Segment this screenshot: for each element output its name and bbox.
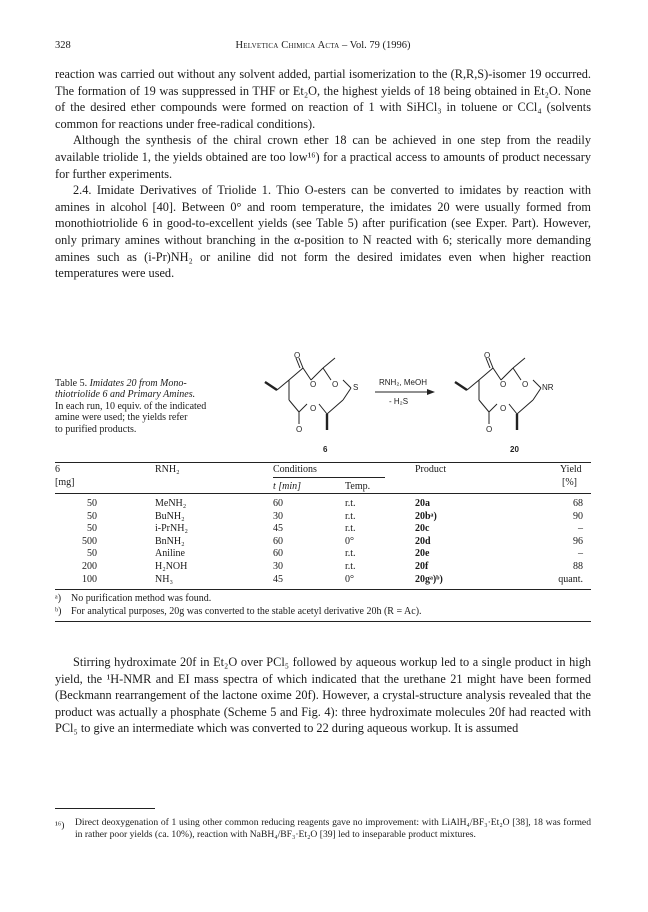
cell-amine: H₂NOH [155,561,188,572]
cell-yield: 68 [573,498,583,509]
cell-t: 60 [273,548,283,560]
cell-product: 20d [415,535,431,547]
cell-temp: r.t. [345,548,356,560]
reaction-arrow [375,389,435,395]
cell-temp: 0° [345,573,354,585]
cell-product: 20c [415,523,430,535]
journal-name: Helvetica Chimica Acta [235,40,340,51]
cell-product: 20bᵃ) [415,510,437,522]
table-header-figure [55,352,591,462]
label-o-ring-20b: O [522,380,529,389]
structure-20 [455,358,541,430]
label-o-bottom-6: O [296,425,303,434]
label-o-ring-20c: O [500,404,507,413]
cell-temp: r.t. [345,561,356,572]
cell-temp: r.t. [345,523,356,535]
cell-mg: 50 [87,510,97,522]
cell-amine: i-PrNH₂ [155,523,188,535]
footnote-16-text: Direct deoxygenation of 1 using other common reducing reagents gave no improvement: with LiAlH₄/BF₃·Et₂O [38], 18 was formed in rather poor yields (ca. 10%), reaction with NaBH₄/BF₃·Et₂O [39] led to inseparable product mixtures. [75,817,591,840]
conditions-subrule [273,477,385,478]
cell-yield: 88 [573,561,583,572]
cell-yield: – [578,548,583,560]
label-o-ring-6c: O [310,404,317,413]
reagent-label: RNH₂, MeOH [379,378,427,387]
footnote-16-mark: ¹⁶) [55,820,65,831]
cell-yield: 90 [573,510,583,522]
caption-line-4: amine were used; the yields refer [55,412,188,424]
cell-mg: 200 [82,561,97,572]
paragraph-4: Stirring hydroximate 20f in Et₂O over PCl₅ followed by aqueous workup led to a single product in high yield, the ¹H-NMR and EI mass spectra of which indicated that the urethane 21 might have been formed (Beckmann rearrangement of the lactone oxime 20f). However, a crystal-structure analysis revealed that the product was actually a phosphate (Scheme 5 and Fig. 4): three hydroximate molecules 20f had reacted with PCl₅ to give an intermediate which was converted to 22 during aqueous workup. It is assumed [55,655,591,736]
cell-t: 60 [273,535,283,547]
cell-yield: 96 [573,535,583,547]
cell-product: 20a [415,498,430,509]
paragraph-2: Although the synthesis of the chiral crown ether 18 can be achieved in one step from the readily available triolide 1, the yields obtained are too low¹⁶) for a practical access to amounts of product necessary for further experiments. [55,133,591,181]
cell-mg: 500 [82,535,97,547]
col-header-6-unit: [mg] [55,477,75,488]
cell-mg: 50 [87,523,97,535]
cell-product: 20gᵃ)ᵇ) [415,573,443,585]
col-header-yield-unit: [%] [562,477,577,488]
footnote-separator [55,808,155,809]
journal-title [55,40,591,51]
footnote-end-rule [55,621,591,622]
label-compound-6: 6 [323,445,328,454]
body-text-bottom [55,654,591,737]
cell-t: 60 [273,498,283,509]
cell-t: 45 [273,573,283,585]
page-number: 328 [55,40,71,51]
cell-t: 30 [273,510,283,522]
body-text-top [55,66,591,282]
journal-page: 328 Helvetica Chimica Acta – Vol. 79 (1996) reaction was carried out without any solvent added, partial isomerization to the (R,R,S)-isomer 19 occurred. The formation of 19 was suppressed in THF or Et₂O, the highest yields of 18 being obtained in Et₂O. None of the desired ether compounds were formed on reaction of 1 with SiHCl₃ in toluene or CCl₄ (solvents common for reactions under free-radical conditions). Although the synthesis of the chiral crown ether 18 can be achieved in one step from the readily available triolide 1, the yields obtained are too low¹⁶) for a practical access to amounts of product necessary for further experiments. 2.4. Imidate Derivatives of Triolide 1. Thio O-esters can be converted to imidates by reaction with amines in alcohol [40]. Between 0° and room temperature, the imidates 20 were usually formed from monothiotriolide 6 in good-to-excellent yields (see Table 5) after purification (see Exper. Part). However, only primary amines without branching in the α-position to N reacted with 6; sterically more demanding amines such as (i-Pr)NH₂ or aniline did not form the desired imidates even when higher reaction temperatures were used. Table 5. Imidates 20 from Mono- thiotriolide 6 and Primary Amines. In each run, 10 equiv. of the indicated amine were used; the yields refer to purified products. O O O O O S 6 RNH₂, MeOH - H₂S O O O O O NR 20 6 [mg] RNH₂ Conditions t [min] Temp. Product Yield [%] 50 MeNH₂ 60 r.t. 20a 68 50 BuNH₂ 30 r.t. 20bᵃ) 90 50 i-PrNH₂ 45 r.t. 20c – 500 BnNH₂ 60 0° 20d 96 50 Aniline 60 r.t. 20e – 200 H₂NOH 30 r.t. 20f 88 100 NH₃ 45 0° 20gᵃ)ᵇ) quant. ᵃ) No purification method was found. ᵇ) For analytical purposes, 20g was converted to the stable acetyl derivative 20h (R = Ac). Stirring hydroximate 20f in Et₂O over PCl₅ followed by aqueous workup led to a single product in high yield, the ¹H-NMR and EI mass spectra of which indicated that the urethane 21 might have been formed (Beckmann rearrangement of the lactone oxime 20f). However, a crystal-structure analysis revealed that the product was actually a phosphate (Scheme 5 and Fig. 4): three hydroximate molecules 20f had reacted with PCl₅ to give an intermediate which was converted to 22 during aqueous workup. It is assumed ¹⁶) Direct deoxygenation of 1 using other common reducing reagents gave no improvement: with LiAlH₄/BF₃·Et₂O [38], 18 was formed in rather poor yields (ca. 10%), reaction with NaBH₄/BF₃·Et₂O [39] led to inseparable product mixtures. [55,40,591,840]
byproduct-label: - H₂S [389,397,409,406]
caption-line-2: thiotriolide 6 and Primary Amines. [55,389,196,401]
cell-temp: 0° [345,535,354,547]
structure-6 [265,358,351,430]
cell-t: 45 [273,523,283,535]
reaction-scheme [55,352,591,462]
cell-amine: Aniline [155,548,185,560]
cell-amine: MeNH₂ [155,498,187,509]
label-o-bottom-20: O [486,425,493,434]
cell-t: 30 [273,561,283,572]
col-header-product: Product [415,464,447,475]
caption-line-1: Table 5. Imidates 20 from Mono- [55,378,187,389]
col-header-conditions: Conditions [273,464,317,475]
label-o-ring-6b: O [332,380,339,389]
table-bottom-rule [55,589,591,590]
label-o-ring-20a: O [500,380,507,389]
cell-amine: BuNH₂ [155,510,185,522]
caption-line-3: In each run, 10 equiv. of the indicated [55,400,207,412]
label-o-carbonyl-20: O [484,352,491,360]
table-header-rule [55,493,591,494]
cell-product: 20e [415,548,430,560]
col-header-amine: RNH₂ [155,464,180,475]
caption-line-5: to purified products. [55,423,137,435]
cell-yield: – [578,523,583,535]
label-nr: NR [542,383,554,392]
cell-amine: NH₃ [155,573,173,585]
label-o-carbonyl-6: O [294,352,301,360]
paragraph-3: 2.4. Imidate Derivatives of Triolide 1. Thio O-esters can be converted to imidates by reaction with amines in alcohol [40]. Between 0° and room temperature, the imidates 20 were usually formed from monothiotriolide 6 in good-to-excellent yields (see Table 5) after purification (see Exper. Part). However, only primary amines without branching in the α-position to N reacted with 6; sterically more demanding amines such as (i-Pr)NH₂ or aniline did not form the desired imidates even when higher reaction temperatures were used. [55,183,591,281]
col-header-yield: Yield [560,464,582,475]
journal-volume: – Vol. 79 (1996) [342,40,411,51]
page-footnote [55,808,591,840]
cell-temp: r.t. [345,510,356,522]
col-header-6: 6 [55,464,60,475]
label-o-ring-6a: O [310,380,317,389]
table-top-rule [55,462,591,463]
cell-amine: BnNH₂ [155,535,185,547]
paragraph-1: reaction was carried out without any solvent added, partial isomerization to the (R,R,S)-isomer 19 occurred. The formation of 19 was suppressed in THF or Et₂O, the highest yields of 18 being obtained in Et₂O. None of the desired ether compounds were formed on reaction of 1 with SiHCl₃ in toluene or CCl₄ (solvents common for reactions under free-radical conditions). [55,67,591,131]
col-header-time: t [min] [273,481,302,492]
cell-mg: 50 [87,498,97,509]
cell-mg: 50 [87,548,97,560]
cell-yield: quant. [558,573,583,585]
label-s: S [353,383,359,392]
cell-product: 20f [415,561,429,572]
cell-mg: 100 [82,573,97,585]
label-compound-20: 20 [510,445,519,454]
cell-temp: r.t. [345,498,356,509]
col-header-temp: Temp. [345,481,371,492]
